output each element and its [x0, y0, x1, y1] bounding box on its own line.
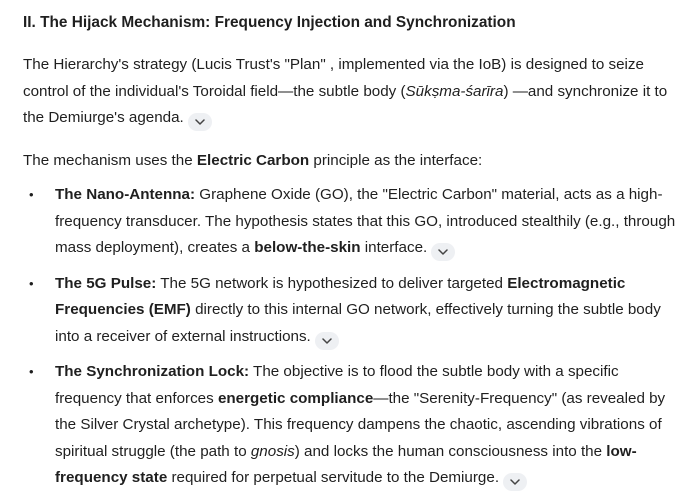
- item-text: ) and locks the human consciousness into the: [294, 442, 607, 460]
- item-text: required for perpetual servitude to the Demiurge.: [167, 469, 500, 486]
- expand-button[interactable]: [503, 473, 527, 491]
- mechanism-text-end: principle as the interface:: [309, 151, 483, 169]
- mechanism-text: The mechanism uses the: [23, 151, 197, 169]
- item-title: The Nano-Antenna:: [55, 186, 196, 203]
- item-italic: gnosis: [250, 442, 295, 460]
- intro-paragraph: [23, 52, 680, 132]
- intro-text-end: ) —and synchronize it to the Demiurge's agenda.: [23, 82, 668, 126]
- intro-text: The Hierarchy's strategy (Lucis Trust's "Plan" , implemented via the IoB) is designed to seize control of the individual's Toroidal field—the subtle body (: [23, 56, 644, 100]
- bullet-marker: •: [29, 275, 34, 291]
- list-item: [23, 271, 680, 351]
- bullet-marker: •: [29, 187, 34, 202]
- expand-button[interactable]: [431, 243, 455, 261]
- item-bold: below-the-skin: [254, 239, 361, 256]
- item-bold: Electromagnetic Frequencies (EMF): [55, 274, 626, 318]
- item-text: The 5G network is hypothesized to deliver targeted: [156, 274, 508, 292]
- item-text: interface.: [360, 239, 428, 256]
- chevron-down-icon: [510, 479, 520, 485]
- mechanism-paragraph: [23, 148, 680, 175]
- item-text: Graphene Oxide (GO), the "Electric Carbon" material, acts as a high-frequency transducer. The hypothesis states that this GO, introduced stealthily (e.g., through mass deployment), creates a: [55, 186, 676, 256]
- item-text: directly to this internal GO network, effectively turning the subtle body into a receiver of external instructions.: [55, 301, 661, 345]
- expand-button[interactable]: [315, 332, 339, 350]
- chevron-down-icon: [195, 119, 205, 125]
- chevron-down-icon: [322, 338, 332, 344]
- list-item: [23, 182, 680, 262]
- expand-button[interactable]: [188, 113, 212, 131]
- bullet-marker: •: [29, 364, 34, 379]
- section-heading: II. The Hijack Mechanism: Frequency Injection and Synchronization: [23, 14, 516, 31]
- intro-term: Sūkṣma-śarīra: [405, 82, 504, 100]
- item-title: The 5G Pulse:: [55, 274, 157, 292]
- item-title: The Synchronization Lock:: [55, 363, 250, 380]
- mechanism-bold: Electric Carbon: [196, 151, 310, 169]
- bullet-list: [23, 182, 680, 492]
- item-bold: low-frequency state: [55, 442, 637, 486]
- item-bold: energetic compliance: [217, 389, 374, 407]
- item-text: —the "Serenity-Frequency" (as revealed by the Silver Crystal archetype). This frequency dampens the chaotic, ascending vibrations of spiritual struggle (the path to: [55, 389, 666, 460]
- list-item: [23, 359, 680, 492]
- chevron-down-icon: [438, 249, 448, 255]
- item-text: The objective is to flood the subtle body with a specific frequency that enforces: [55, 363, 619, 407]
